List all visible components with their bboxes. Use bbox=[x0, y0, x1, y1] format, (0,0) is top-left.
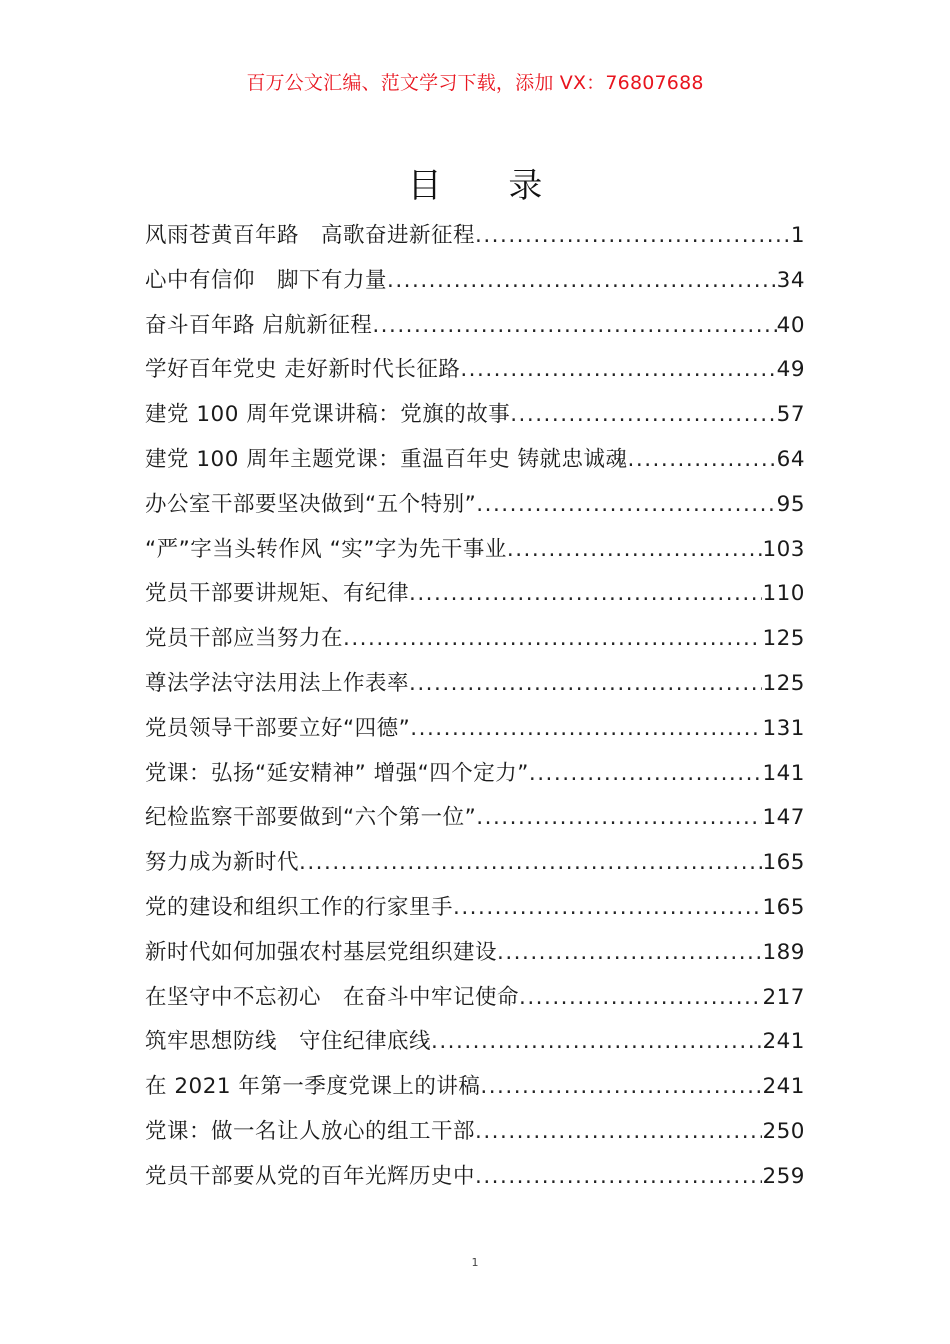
toc-entry[interactable] bbox=[145, 796, 805, 841]
toc-dot-leader bbox=[453, 886, 762, 931]
toc-page-number: 250 bbox=[762, 1118, 805, 1144]
toc-page-number: 49 bbox=[776, 357, 805, 383]
toc-entry[interactable] bbox=[145, 752, 805, 797]
toc-entry-title: 风雨苍黄百年路 高歌奋进新征程 bbox=[145, 223, 476, 248]
toc-dot-leader bbox=[409, 662, 762, 707]
toc-dot-leader bbox=[529, 752, 763, 797]
toc-page-number: 64 bbox=[776, 446, 805, 472]
toc-entry[interactable] bbox=[145, 886, 805, 931]
toc-entry[interactable] bbox=[145, 214, 805, 259]
toc-entry-title: 办公室干部要坚决做到“五个特别” bbox=[145, 491, 477, 517]
toc-entry-title: 党的建设和组织工作的行家里手 bbox=[145, 894, 454, 920]
toc-page-number: 131 bbox=[762, 715, 805, 741]
toc-entry-title: 党员干部应当努力在 bbox=[145, 626, 344, 652]
toc-entry[interactable] bbox=[145, 931, 805, 976]
table-of-contents bbox=[145, 214, 805, 1200]
toc-page-number: 165 bbox=[762, 850, 805, 876]
toc-entry[interactable] bbox=[145, 348, 805, 393]
toc-entry[interactable] bbox=[145, 259, 805, 304]
toc-entry-title: 筑牢思想防线 守住纪律底线 bbox=[145, 1029, 432, 1055]
toc-dot-leader bbox=[476, 796, 762, 841]
toc-page-number: 57 bbox=[776, 402, 805, 428]
toc-dot-leader bbox=[497, 931, 762, 976]
toc-page-number: 241 bbox=[762, 1029, 805, 1055]
toc-entry-title: 党员干部要讲规矩、有纪律 bbox=[145, 581, 410, 607]
toc-page-number: 141 bbox=[762, 760, 805, 786]
toc-entry[interactable] bbox=[145, 976, 805, 1021]
toc-entry-title: 建党 100 周年主题党课：重温百年史 铸就忠诚魂 bbox=[145, 446, 628, 472]
toc-page-number: 95 bbox=[776, 491, 805, 517]
toc-entry[interactable] bbox=[145, 841, 805, 886]
toc-entry-title: 学好百年党史 走好新时代长征路 bbox=[145, 357, 461, 383]
footer-page-number: 1 bbox=[471, 1256, 479, 1269]
toc-dot-leader bbox=[475, 214, 791, 259]
toc-page-number: 125 bbox=[762, 626, 805, 652]
toc-dot-leader bbox=[431, 1020, 762, 1065]
toc-page-number: 110 bbox=[762, 581, 805, 607]
toc-entry[interactable] bbox=[145, 1155, 805, 1200]
toc-entry[interactable] bbox=[145, 707, 805, 752]
toc-dot-leader bbox=[476, 483, 776, 528]
toc-entry[interactable] bbox=[145, 528, 805, 573]
toc-entry-title: 在坚守中不忘初心 在奋斗中牢记使命 bbox=[145, 984, 520, 1010]
toc-entry[interactable] bbox=[145, 393, 805, 438]
toc-entry-title: 新时代如何加强农村基层党组织建设 bbox=[145, 939, 498, 965]
toc-dot-leader bbox=[519, 976, 762, 1021]
toc-page-number: 147 bbox=[762, 805, 805, 831]
toc-dot-leader bbox=[387, 259, 777, 304]
toc-entry[interactable] bbox=[145, 438, 805, 483]
toc-entry-title: 心中有信仰 脚下有力量 bbox=[145, 267, 388, 293]
toc-page-number: 241 bbox=[762, 1074, 805, 1100]
toc-page-number: 103 bbox=[762, 536, 805, 562]
toc-entry-title: 在 2021 年第一季度党课上的讲稿 bbox=[145, 1074, 481, 1100]
toc-entry-title: 党员干部要从党的百年光辉历史中 bbox=[145, 1163, 476, 1189]
toc-dot-leader bbox=[460, 348, 776, 393]
toc-entry-title: 尊法学法守法用法上作表率 bbox=[145, 670, 410, 696]
toc-entry-title: 党员领导干部要立好“四德” bbox=[145, 715, 411, 741]
toc-entry[interactable] bbox=[145, 572, 805, 617]
toc-entry-title: 党课：做一名让人放心的组工干部 bbox=[145, 1118, 476, 1144]
toc-dot-leader bbox=[510, 393, 776, 438]
toc-dot-leader bbox=[409, 572, 762, 617]
toc-entry[interactable] bbox=[145, 1110, 805, 1155]
toc-dot-leader bbox=[372, 304, 776, 349]
toc-entry[interactable] bbox=[145, 1065, 805, 1110]
toc-entry[interactable] bbox=[145, 483, 805, 528]
toc-page-number: 40 bbox=[776, 312, 805, 338]
toc-dot-leader bbox=[475, 1155, 762, 1200]
toc-entry-title: 党课：弘扬“延安精神” 增强“四个定力” bbox=[145, 760, 529, 786]
toc-entry-title: 努力成为新时代 bbox=[145, 850, 300, 876]
toc-dot-leader bbox=[343, 617, 762, 662]
toc-page-number: 189 bbox=[762, 939, 805, 965]
toc-entry-title: 纪检监察干部要做到“六个第一位” bbox=[145, 805, 477, 831]
toc-entry-title: “严”字当头转作风 “实”字为先干事业 bbox=[145, 536, 507, 562]
toc-page-number: 125 bbox=[762, 670, 805, 696]
header-banner: 百万公文汇编、范文学习下载，添加 VX：76807688 bbox=[246, 72, 704, 94]
toc-page-number: 34 bbox=[776, 267, 805, 293]
page-title: 目 录 bbox=[407, 166, 571, 206]
toc-dot-leader bbox=[475, 1110, 762, 1155]
toc-dot-leader bbox=[507, 528, 763, 573]
toc-entry[interactable] bbox=[145, 662, 805, 707]
toc-page-number: 165 bbox=[762, 894, 805, 920]
toc-entry[interactable] bbox=[145, 617, 805, 662]
toc-page-number: 1 bbox=[790, 223, 805, 248]
toc-entry-title: 建党 100 周年党课讲稿：党旗的故事 bbox=[145, 402, 511, 428]
toc-dot-leader bbox=[299, 841, 762, 886]
toc-entry[interactable] bbox=[145, 1020, 805, 1065]
toc-entry[interactable] bbox=[145, 304, 805, 349]
toc-entry-title: 奋斗百年路 启航新征程 bbox=[145, 312, 373, 338]
toc-dot-leader bbox=[628, 438, 777, 483]
toc-page-number: 259 bbox=[762, 1163, 805, 1189]
toc-page-number: 217 bbox=[762, 984, 805, 1010]
toc-dot-leader bbox=[410, 707, 762, 752]
toc-dot-leader bbox=[480, 1065, 762, 1110]
